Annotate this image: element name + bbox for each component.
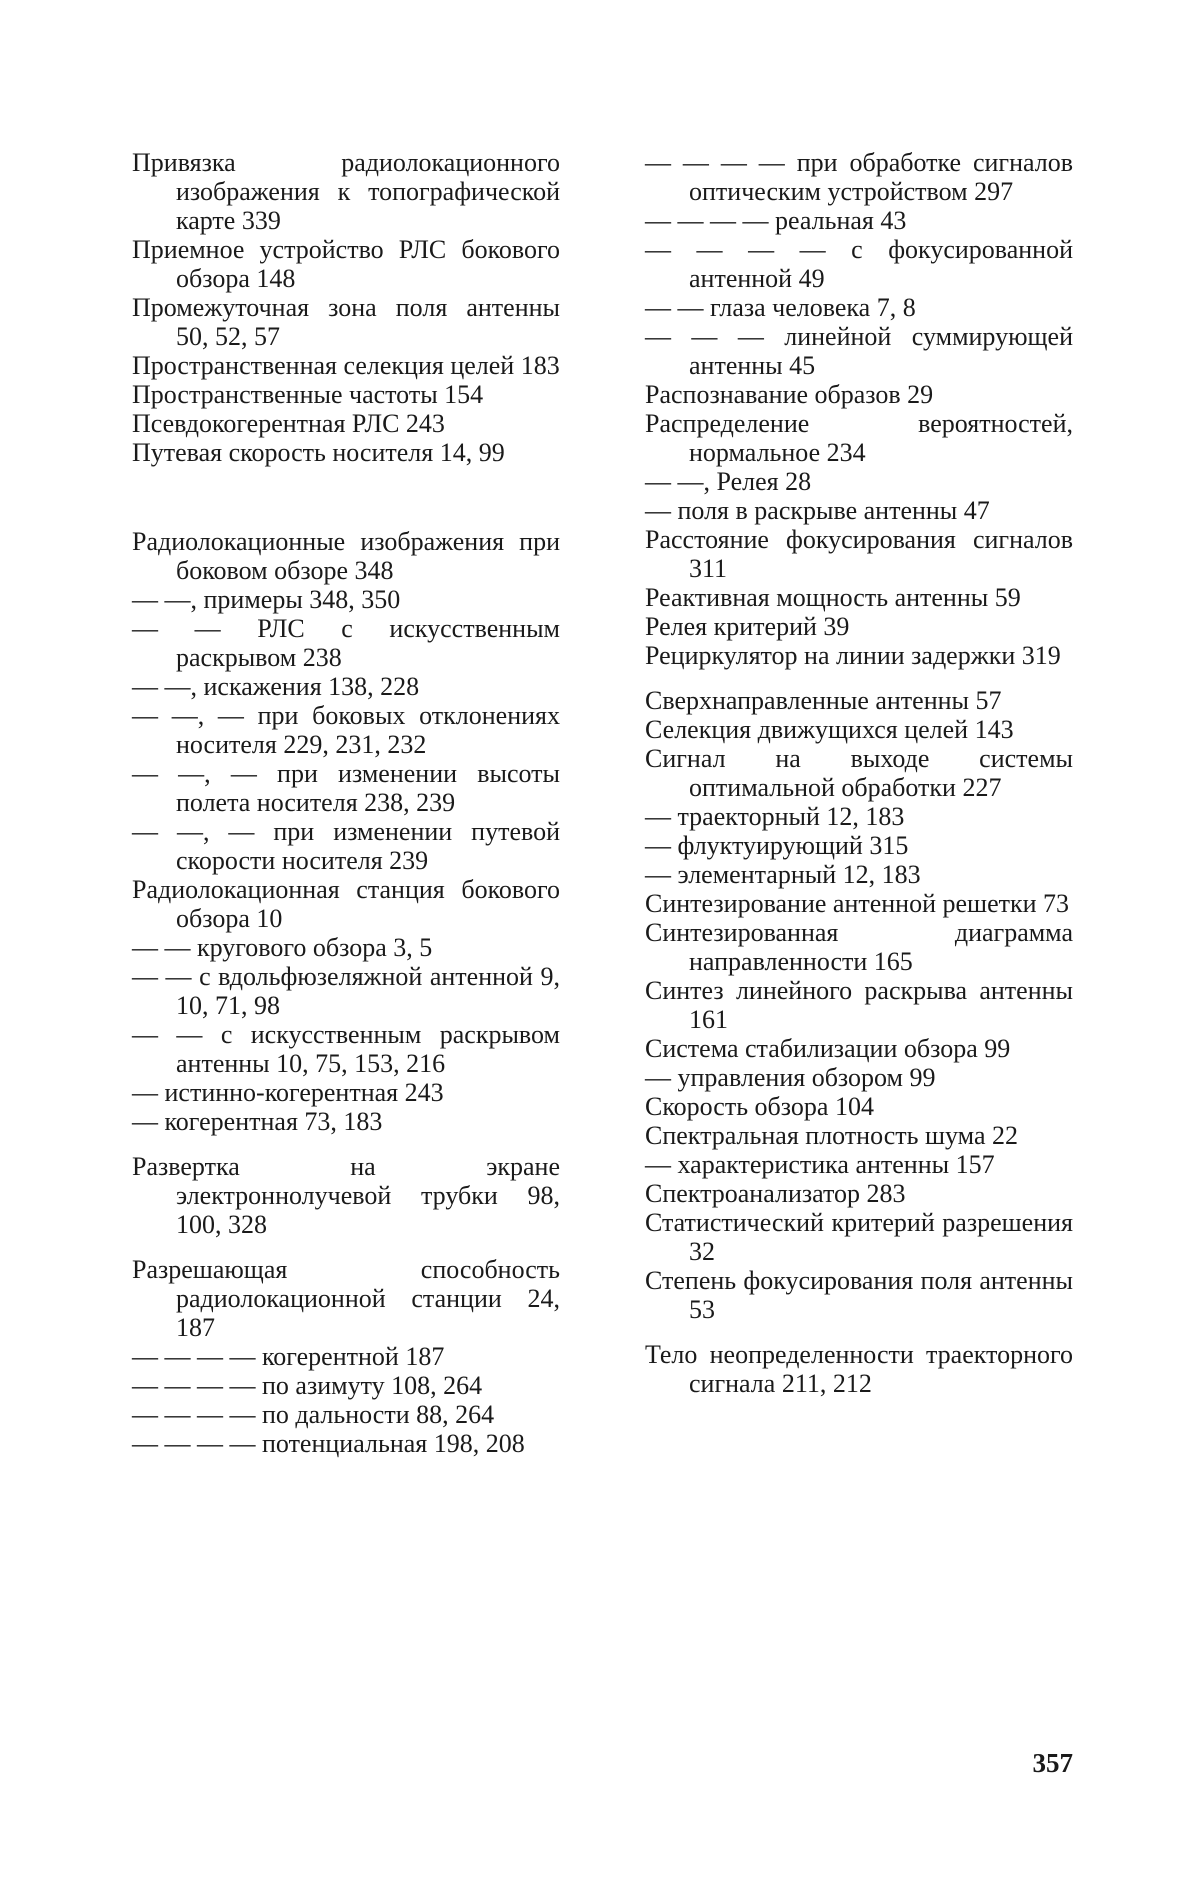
index-entry: — — глаза человека 7, 8 (645, 293, 916, 322)
index-entry: Распределение вероятностей, нормальное 234 (645, 409, 1073, 467)
index-entry: — —, — при изменении путевой скорости носителя 239 (132, 817, 560, 875)
index-entry: Спектральная плотность шума 22 (645, 1121, 1019, 1150)
index-entry: Селекция движущихся целей 143 (645, 715, 1014, 744)
index-entry: Радиолокационные изображения при боковом обзоре 348 (132, 527, 560, 585)
index-entry: Пространственные частоты 154 (132, 380, 484, 409)
index-entry: — — с вдольфюзеляжной антенной 9, 10, 71, 98 (132, 962, 560, 1020)
index-entry: Релея критерий 39 (645, 612, 850, 641)
index-entry: Развертка на экране электроннолучевой трубки 98, 100, 328 (132, 1152, 560, 1239)
index-entry: Приемное устройство РЛС бокового обзора 148 (132, 235, 560, 293)
index-entry: — поля в раскрыве антенны 47 (645, 496, 990, 525)
index-entry: — истинно-когерентная 243 (132, 1078, 444, 1107)
index-entry: Распознавание образов 29 (645, 380, 934, 409)
index-entry: Синтезирование антенной решетки 73 (645, 889, 1070, 918)
index-column-left (132, 148, 560, 1458)
index-entry: Расстояние фокусирования сигналов 311 (645, 525, 1073, 583)
index-entry: — — — — по дальности 88, 264 (132, 1400, 495, 1429)
page-number: 357 (1032, 1748, 1073, 1778)
index-entry: Скорость обзора 104 (645, 1092, 874, 1121)
index-entry: — — — — потенциальная 198, 208 (132, 1429, 525, 1458)
index-entry: Реактивная мощность антенны 59 (645, 583, 1021, 612)
index-entry: Сигнал на выходе системы оптимальной обработки 227 (645, 744, 1073, 802)
index-entry: — — с искусственным раскрывом антенны 10, 75, 153, 216 (132, 1020, 560, 1078)
index-entry: Сверхнаправленные антенны 57 (645, 686, 1002, 715)
index-entry: — управления обзором 99 (645, 1063, 936, 1092)
index-entry: Степень фокусирования поля антенны 53 (645, 1266, 1073, 1324)
index-entry: Спектроанализатор 283 (645, 1179, 906, 1208)
index-entry: — —, Релея 28 (645, 467, 812, 496)
index-entry: Синтезированная диаграмма направленности 165 (645, 918, 1073, 976)
index-entry: — элементарный 12, 183 (645, 860, 921, 889)
index-entry: — —, примеры 348, 350 (132, 585, 401, 614)
index-entry: Синтез линейного раскрыва антенны 161 (645, 976, 1073, 1034)
index-entry: Промежуточная зона поля антенны 50, 52, 57 (132, 293, 560, 351)
index-entry: Система стабилизации обзора 99 (645, 1034, 1011, 1063)
index-entry: — — — — реальная 43 (645, 206, 907, 235)
index-entry: — —, — при изменении высоты полета носителя 238, 239 (132, 759, 560, 817)
index-entry: — — — — с фокусированной антенной 49 (645, 235, 1073, 293)
index-entry: — — — — по азимуту 108, 264 (132, 1371, 483, 1400)
index-entry: — — — — когерентной 187 (132, 1342, 445, 1371)
index-entry: — когерентная 73, 183 (132, 1107, 383, 1136)
index-entry: — характеристика антенны 157 (645, 1150, 995, 1179)
index-entry: Пространственная селекция целей 183 (132, 351, 560, 380)
index-entry: — — кругового обзора 3, 5 (132, 933, 433, 962)
index-entry: — —, — при боковых отклонениях носителя 229, 231, 232 (132, 701, 560, 759)
index-entry: — — — — при обработке сигналов оптическим устройством 297 (645, 148, 1073, 206)
index-entry: Радиолокационная станция бокового обзора 10 (132, 875, 560, 933)
index-entry: — флуктуирующий 315 (645, 831, 909, 860)
index-entry: Разрешающая способность радиолокационной станции 24, 187 (132, 1255, 560, 1342)
index-entry: Привязка радиолокационного изображения к топографической карте 339 (132, 148, 560, 235)
index-column-right (645, 148, 1073, 1398)
index-entry: — — РЛС с искусственным раскрывом 238 (132, 614, 560, 672)
index-entry: Псевдокогерентная РЛС 243 (132, 409, 445, 438)
index-entry: — —, искажения 138, 228 (132, 672, 420, 701)
index-entry: — траекторный 12, 183 (645, 802, 905, 831)
index-entry: Путевая скорость носителя 14, 99 (132, 438, 505, 467)
index-entry: — — — линейной суммирующей антенны 45 (645, 322, 1073, 380)
index-entry: Тело неопределенности траекторного сигнала 211, 212 (645, 1340, 1073, 1398)
index-entry: Рециркулятор на линии задержки 319 (645, 641, 1061, 670)
index-entry: Статистический критерий разрешения 32 (645, 1208, 1073, 1266)
